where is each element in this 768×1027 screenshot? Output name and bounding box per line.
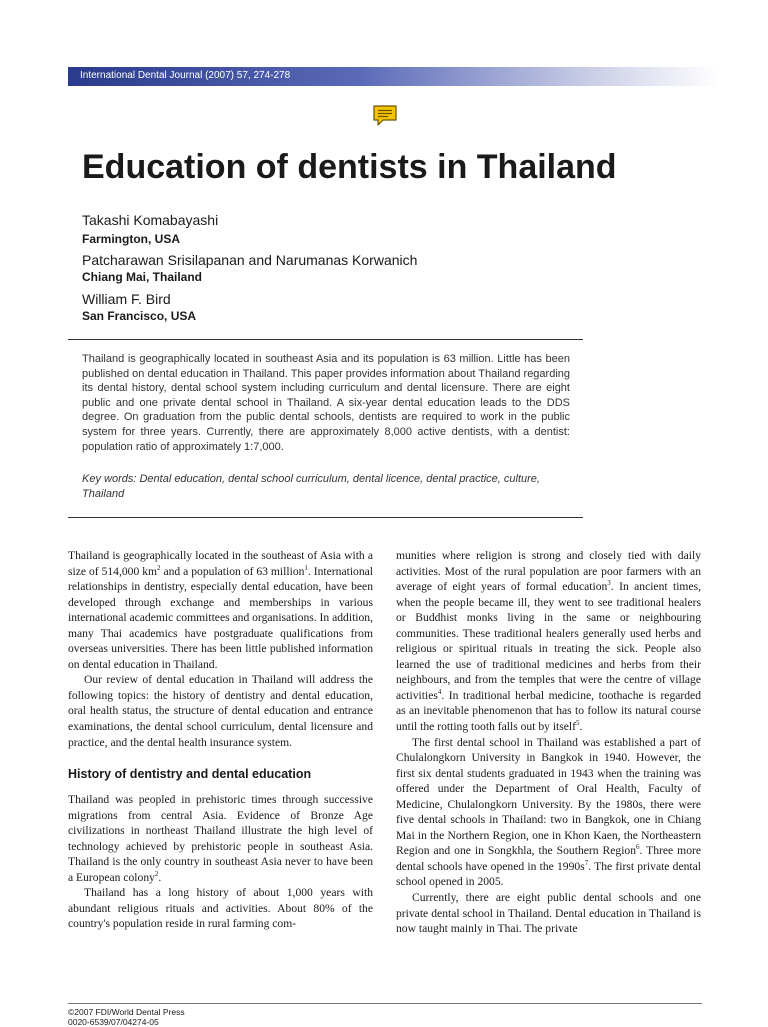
body-paragraph: Our review of dental education in Thailand will address the following topics: the history of dentistry and dental education, oral health status, the structure of dental education and entrance examinations, the dental school curriculum, dental licensure and practice, and the dental health insurance system. [68,673,373,749]
body-paragraph: Thailand was peopled in prehistoric times through successive migrations from central Asia. Evidence of Bronze Age civilizations in northeast Thailand illustrate the high level of technology achieved by prehistoric people in southeast Asia. Thailand is the only country in southeast Asia never to have been a European colony$^2$. [68,793,373,884]
section-heading: History of dentistry and dental education [68,767,312,782]
author-affiliation: Chiang Mai, Thailand [82,270,203,284]
body-column-right [396,548,701,937]
journal-header-bar [68,67,718,86]
keywords: Key words: Dental education, dental school curriculum, dental licence, dental practice, culture, Thailand [82,473,540,500]
body-paragraph: Thailand is geographically located in the southeast of Asia with a size of 514,000 $km^2$ and a population of 63 million$^1$. International relationships in dentistry, especially dental education, have been developed through exchange and memberships in various international academic committees and organisations. In addition, many Thai academics have postgraduate qualifications from overseas universities. There has been little published information on dental education in Thailand. [68,549,373,671]
author-affiliation: San Francisco, USA [82,309,197,323]
body-paragraph: munities where religion is strong and closely tied with daily activities. Most of the rural population are poor farmers with an average of eight years of formal education$^3$. In ancient times, when the people became ill, they went to see traditional healers or Buddhist monks living in the same or neighbouring communities. These traditional healers generally used herbs and religious or spiritual rituals in treating the sick. People also learned the use of traditional medicines and herbs from their neighbours, and from the temples that were the centre of village activities$^4$. In traditional herbal medicine, toothache is regarded as an inevitable phenomenon that has to follow its natural course until the rotting tooth falls out by itself$^5$. [396,549,702,734]
footer-rule [68,1003,702,1004]
copyright-footer: ©2007 FDI/World Dental Press 0020-6539/07/04274-05 [68,1007,185,1027]
author-name: Takashi Komabayashi [82,212,219,228]
body-paragraph: The first dental school in Thailand was established a part of Chulalongkorn University in Bangkok in 1940. However, the first six dental students graduated in 1943 when the training was offered under the Department of Oral Health, Faculty of Medicine, Chulalongkorn University. By the 1980s, there were five dental schools in Thailand: two in Bangkok, one in Chiang Mai in the Northern Region, one in Khon Kaen, the Northeastern Region and one in Songkhla, the Southern Region$^6$. Three more dental schools have opened in the $1990s^7$. The first private dental school opened in 2005. [396,735,702,889]
author-affiliation: Farmington, USA [82,232,180,246]
speech-note-icon[interactable] [372,104,398,128]
body-column-left [68,548,373,932]
journal-reference: International Dental Journal (2007) 57, 274-278 [80,70,291,81]
abstract-text: Thailand is geographically located in southeast Asia and its population is 63 million. Little has been published on dental education in Thailand. This paper provides information about Thailand regarding its dental history, dental school system including curriculum and dental licensure. There are eight public and one private dental school in Thailand. A six-year dental education leads to the DDS degree. On graduation from the public dental schools, dentists are required to work in the public system for three years. Currently, there are approximately 8,000 active dentists, with a dentist: population ratio of approximately 1:7,000. [82,353,571,453]
abstract-bottom-rule [68,517,583,518]
body-paragraph: Thailand has a long history of about 1,000 years with abundant religious rituals and activities. About 80% of the country's population reside in rural farming com- [68,886,373,931]
body-paragraph: Currently, there are eight public dental schools and one private dental school in Thailand. Dental education in Thailand is now taught mainly in Thai. The private [396,891,701,936]
article-title: Education of dentists in Thailand [82,148,617,186]
author-name: William F. Bird [82,291,171,307]
abstract-top-rule [68,339,583,340]
author-name: Patcharawan Srisilapanan and Narumanas Korwanich [82,252,418,268]
